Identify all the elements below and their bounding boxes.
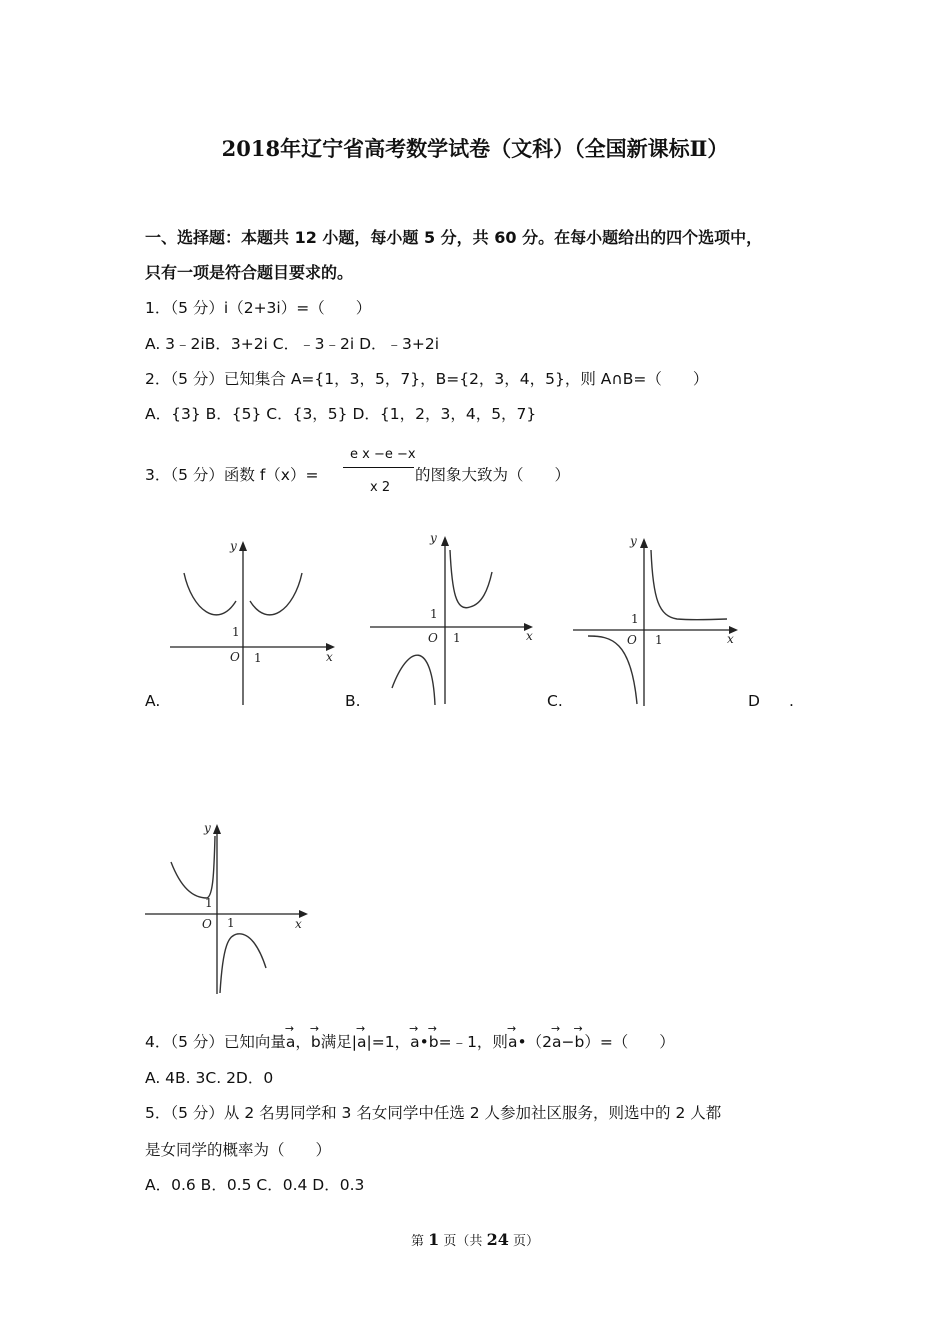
graph-c-origin: O [627,633,637,647]
fraction-bar [343,467,414,468]
graph-b-origin: O [428,631,438,645]
vector-a-dot: → a [410,1033,420,1051]
q4-tail: ）=（ ） [584,1033,675,1051]
footer-page-number: 1 [428,1230,440,1249]
q4-cond1-post: |=1， [366,1033,411,1051]
graph-d-y-tick: 1 [205,896,213,910]
section-heading-line2: 只有一项是符合题目要求的。 [145,263,354,282]
vector-b-dot: → b [429,1033,439,1051]
graph-b [370,530,540,706]
q3-option-a-label: A. [145,692,161,710]
q5-stem-line2: 是女同学的概率为（ ） [145,1141,332,1159]
graph-d-y-label: y [204,821,211,835]
vector-a-norm: → a [357,1033,367,1051]
q4-dot-2: • [517,1033,527,1051]
q2-stem: 2．（5 分）已知集合 A={1，3，5，7}，B={2，3，4，5}，则 A∩B=（ ） [145,370,709,388]
graph-b-y-label: y [430,531,437,545]
q3-option-c-label: C. [547,692,563,710]
q2-options: A．{3} B．{5} C．{3，5} D．{1，2，3，4，5，7} [145,405,537,423]
q3-option-d-label: D [748,692,760,710]
q3-stem-prefix: 3．（5 分）函数 f（x）= [145,466,319,484]
q4-prefix: 4．（5 分）已知向量 [145,1033,286,1051]
graph-c-x-label: x [727,632,734,646]
graph-d [145,818,315,996]
page-footer [0,1230,950,1249]
graph-a-x-tick: 1 [254,651,262,665]
graph-a [170,535,340,707]
footer-middle: 页（共 [439,1234,487,1249]
graph-a-origin: O [230,650,240,664]
q5-options: A．0.6 B．0.5 C．0.4 D．0.3 [145,1176,365,1194]
q4-cond1-pre: 满足| [320,1033,357,1051]
q1-options: A. 3﹣2iB．3+2i C．﹣3﹣2i D．﹣3+2i [145,335,440,353]
q4-options: A. 4B. 3C. 2D．0 [145,1069,274,1087]
footer-prefix: 第 [411,1234,429,1249]
page-title: 2018年辽宁省高考数学试卷（文科）（全国新课标Ⅱ） [221,136,729,161]
graph-d-x-label: x [295,917,302,931]
q3-option-d-dot: . [789,692,794,710]
vector-a-result: → a [508,1033,518,1051]
q5-stem-line1: 5．（5 分）从 2 名男同学和 3 名女同学中任选 2 人参加社区服务，则选中的 2 人都 [145,1104,722,1122]
vector-b-2: → b [574,1033,584,1051]
graph-a-x-label: x [326,650,333,664]
q3-stem-suffix: 的图象大致为（ ） [415,466,571,484]
q1-stem: 1．（5 分）i（2+3i）=（ ） [145,299,372,317]
vector-a: → a [286,1033,296,1051]
section-heading-line1: 一、选择题：本题共 12 小题，每小题 5 分，共 60 分。在每小题给出的四个选项中， [145,228,763,247]
q3-denominator: x 2 [370,480,391,495]
q4-minus: − [561,1033,575,1051]
graph-b-y-tick: 1 [430,607,438,621]
graph-d-x-tick: 1 [227,916,235,930]
q4-comma: ， [295,1033,311,1051]
q4-cond2-post: =﹣1，则 [438,1033,508,1051]
footer-suffix: 页） [508,1234,539,1249]
q3-numerator: e x −e −x [350,447,416,462]
graph-b-x-tick: 1 [453,631,461,645]
q4-stem [145,1030,675,1052]
footer-total-pages: 24 [486,1230,509,1249]
graph-c [573,532,743,708]
vector-a-2: → a [552,1033,562,1051]
q4-paren-open: （2 [526,1033,552,1051]
graph-c-y-tick: 1 [631,612,639,626]
q3-option-b-label: B. [345,692,361,710]
graph-c-x-tick: 1 [655,633,663,647]
graph-b-x-label: x [526,629,533,643]
graph-c-y-label: y [630,534,637,548]
graph-a-y-label: y [230,539,237,553]
graph-a-y-tick: 1 [232,625,240,639]
q4-dot: • [419,1033,429,1051]
vector-b: → b [311,1033,321,1051]
graph-d-origin: O [202,917,212,931]
